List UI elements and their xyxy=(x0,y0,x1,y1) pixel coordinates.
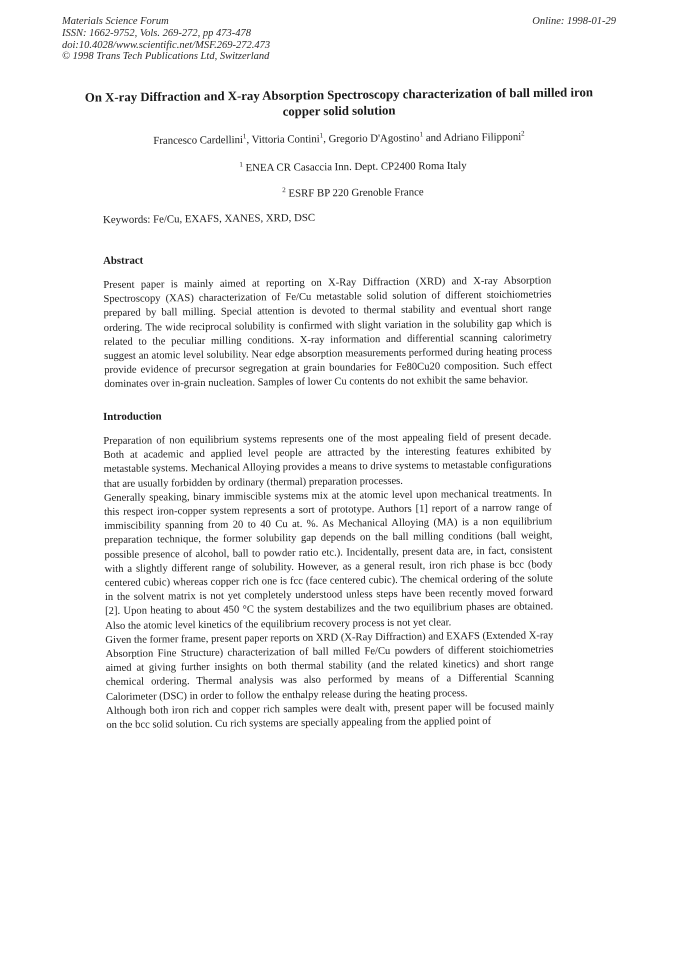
author-name: Gregorio D'Agostino xyxy=(328,132,420,146)
author-affiliation-mark: 2 xyxy=(521,129,525,138)
affiliation-number: 2 xyxy=(282,186,286,195)
abstract-text: Present paper is mainly aimed at reporting on X-Ray Diffraction (XRD) and X-ray Absorption Spectroscopy (XAS) characterization of Fe/Cu metastable solid solution of different stoichiometries prepared by ball milling. Special attention is devoted to thermal stability and eventual short range ordering. The wide reciprocal solubility is confirmed with slight variation in the solubility gap which is related to the peculiar milling conditions. X-ray information and differential scanning calorimetry suggest an atomic level solubility. Near edge absorption measurements performed during heating process provide evidence of precursor segregation at grain boundaries for Fe80Cu20 composition. Such effect dominates over in-grain nucleation. Samples of lower Cu contents do not exhibit the same behavior. xyxy=(103,275,553,391)
affiliation-1 xyxy=(14,157,678,176)
author-name: Francesco Cardellini xyxy=(153,134,244,147)
copyright-line: © 1998 Trans Tech Publications Ltd, Switzerland xyxy=(62,51,270,63)
online-date: Online: 1998-01-29 xyxy=(532,16,616,27)
keywords: Keywords: Fe/Cu, EXAFS, XANES, XRD, DSC xyxy=(102,211,316,227)
paper-title: On X-ray Diffraction and X-ray Absorption Spectroscopy characterization of ball milled iron copper solid solution xyxy=(84,85,594,119)
introduction-heading: Introduction xyxy=(103,410,162,423)
author-name: Adriano Filipponi xyxy=(443,131,522,144)
affiliation-text: ENEA CR Casaccia Inn. Dept. CP2400 Roma Italy xyxy=(245,159,467,175)
affiliation-2 xyxy=(14,183,678,202)
author-affiliation-mark: 1 xyxy=(242,132,247,141)
journal-header xyxy=(62,16,422,63)
affiliation-text: ESRF BP 220 Grenoble France xyxy=(288,186,424,200)
doi-line: doi:10.4028/www.scientific.net/MSF.269-272.473 xyxy=(62,39,271,51)
author-affiliation-mark: 1 xyxy=(419,130,424,139)
paragraph: Generally speaking, binary immiscible systems mix at the atomic level upon mechanical treatments. In this respect iron-copper system represents a sort of prototype. Authors [1] report of a narrow range of immiscibility spanning from 20 to 40 Cu at. %. As Mechanical Alloying (MA) is a non equilibrium preparation technique, the former solubility gap depends on the ball milling conditions (ball weight, possible presence of alcohol, ball to powder ratio etc.). Incidentally, present data are, in fact, consistent with a slightly different range of solubility. However, as a general result, iron rich phase is bcc (body centered cubic) whereas copper rich one is fcc (face centered cubic). The chemical ordering of the solute in the solvent matrix is not yet completely understood unless steps have been recently moved forward [2]. Upon heating to about 450 °C the system destabilizes and the two equilibrium phases are obtained. Also the atomic level kinetics of the equilibrium recovery process is not yet clear. xyxy=(103,488,554,632)
paragraph: Preparation of non equilibrium systems represents one of the most appealing field of present decade. Both at academic and applied level people are attracted by the interesting features exhibited by metastable systems. Mechanical Alloying provides a means to drive systems to metastable configurations that are usually forbidden by ordinary (thermal) preparation processes. xyxy=(103,431,552,490)
author-affiliation-mark: 1 xyxy=(319,131,324,140)
issn-line: ISSN: 1662-9752, Vols. 269-272, pp 473-478 xyxy=(62,27,251,39)
author-list: Francesco Cardellini$^1$, Vittoria Contini$^1$, Gregorio D'Agostino$^1$ and Adriano Filipponi$^2$ xyxy=(153,129,525,147)
affiliation-number: 1 xyxy=(239,160,243,169)
paragraph: Given the former frame, present paper reports on XRD (X-Ray Diffraction) and EXAFS (Extended X-ray Absorption Fine Structure) characterization of ball milled Fe/Cu powders of different stoichiometries aimed at giving further insights on both thermal stability (and the related kinetics) and short range chemical ordering. Thermal analysis was also performed by means of a Differential Scanning Calorimeter (DSC) in order to follow the enthalpy release during the heating process. xyxy=(105,630,554,703)
abstract-heading: Abstract xyxy=(103,254,144,267)
abstract-section xyxy=(103,250,552,392)
paragraph: Although both iron rich and copper rich samples were dealt with, present paper will be focused mainly on the bcc solid solution. Cu rich systems are specially appealing from the applied point of xyxy=(106,701,555,732)
author-name: Vittoria Contini xyxy=(251,133,320,146)
journal-name: Materials Science Forum xyxy=(62,16,169,27)
introduction-section xyxy=(103,406,554,733)
